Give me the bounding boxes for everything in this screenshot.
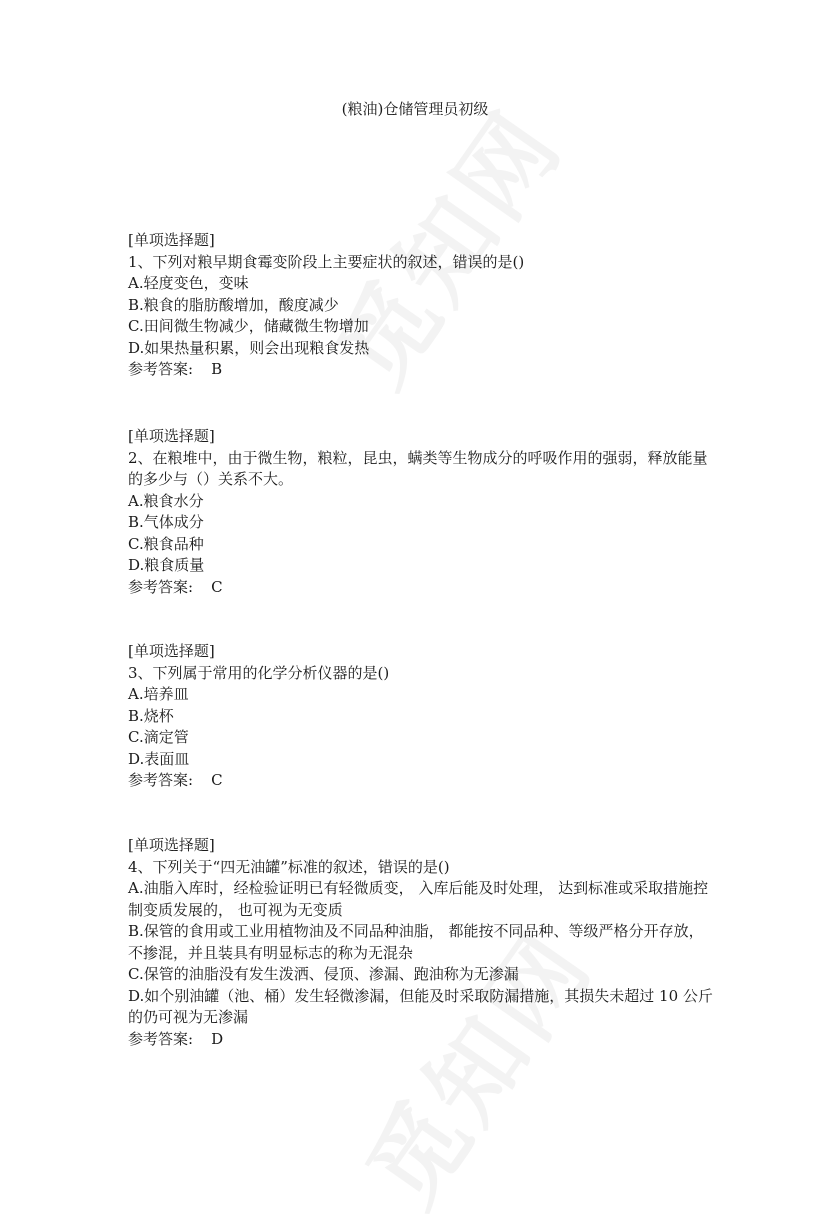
answer-value: D: [211, 1029, 224, 1048]
option-d: D.如个别油罐（池、桶）发生轻微渗漏，但能及时采取防漏措施，其损失未超过 10 公斤的仍可视为无渗漏: [128, 986, 713, 1026]
option-a: A.轻度变色，变味: [128, 274, 249, 292]
answer-row: [128, 770, 718, 792]
option-a: A.粮食水分: [128, 491, 204, 510]
option-b: B.粮食的脂肪酸增加，酸度减少: [128, 295, 339, 314]
option-c: C.滴定管: [128, 728, 189, 746]
question-stem: 3、下列属于常用的化学分析仪器的是(): [128, 663, 390, 682]
question-4: [128, 835, 718, 1050]
answer-row: [128, 577, 718, 599]
question-stem: 1、下列对粮早期食霉变阶段上主要症状的叙述，错误的是(): [128, 252, 525, 271]
answer-value: C: [211, 771, 223, 789]
question-stem: 2、在粮堆中，由于微生物，粮粒，昆虫，螨类等生物成分的呼吸作用的强弱，释放能量的多少与（）关系不大。: [128, 448, 708, 488]
question-stem: 4、下列关于“四无油罐”标准的叙述，错误的是(): [128, 857, 450, 876]
question-1: [128, 230, 718, 381]
document-title: (粮油)仓储管理员初级: [341, 100, 489, 118]
answer-value: C: [211, 577, 223, 596]
question-type: [单项选择题]: [128, 836, 215, 854]
answer-value: B: [211, 360, 223, 378]
option-c: C.保管的油脂没有发生泼洒、侵顶、渗漏、跑油称为无渗漏: [128, 965, 519, 983]
answer-label: 参考答案:: [128, 771, 194, 789]
question-3: [128, 641, 718, 792]
option-c: C.田间微生物减少，储藏微生物增加: [128, 317, 369, 335]
option-a: A.油脂入库时，经检验证明已有轻微质变， 入库后能及时处理， 达到标准或采取措施控制变质发展的， 也可视为无变质: [128, 879, 709, 919]
question-type: [单项选择题]: [128, 427, 215, 445]
option-a: A.培养皿: [128, 685, 189, 703]
option-b: B.气体成分: [128, 513, 204, 531]
question-2: [128, 426, 718, 598]
option-b: B.保管的食用或工业用植物油及不同品种油脂， 都能按不同品种、等级严格分开存放，不掺混，并且装具有明显标志的称为无混杂: [128, 922, 704, 962]
option-c: C.粮食品种: [128, 534, 204, 553]
option-d: D.如果热量积累，则会出现粮食发热: [128, 338, 370, 357]
option-b: B.烧杯: [128, 706, 174, 725]
question-type: [单项选择题]: [128, 231, 215, 249]
answer-label: 参考答案:: [128, 360, 194, 378]
question-type: [单项选择题]: [128, 642, 215, 660]
option-d: D.表面皿: [128, 749, 190, 768]
answer-label: 参考答案:: [128, 577, 194, 596]
answer-row: [128, 359, 718, 381]
answer-row: [128, 1029, 718, 1051]
option-d: D.粮食质量: [128, 556, 205, 574]
answer-label: 参考答案:: [128, 1029, 194, 1048]
